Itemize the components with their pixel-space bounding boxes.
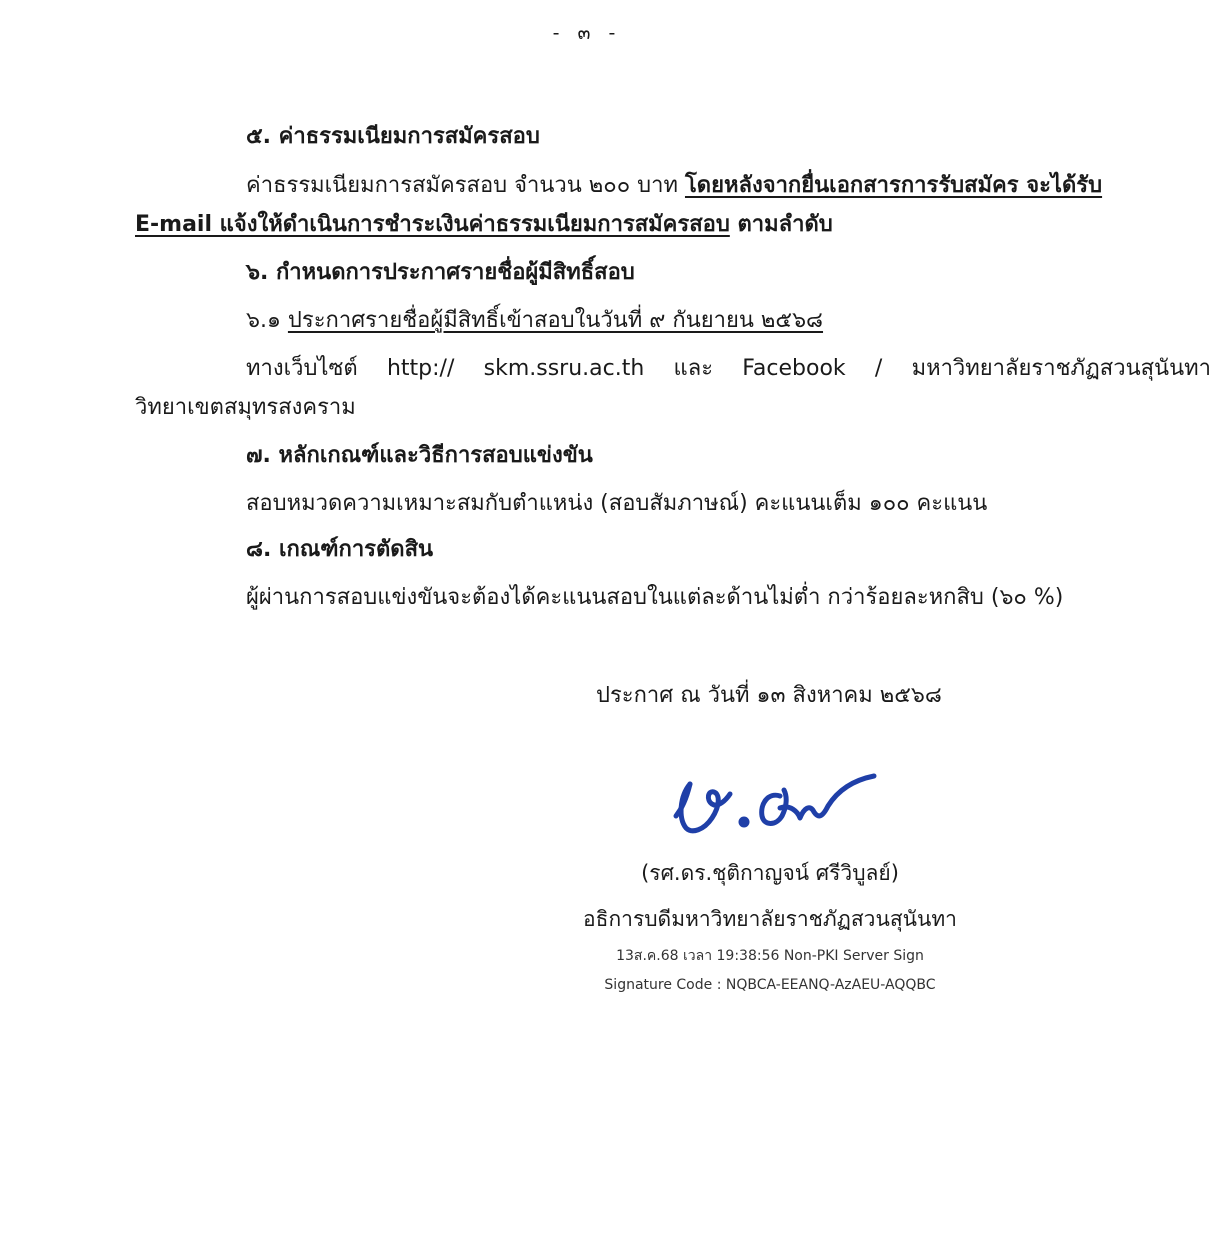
section6-heading: ๖. กำหนดการประกาศรายชื่อผู้มีสิทธิ์สอบ (246, 260, 635, 285)
web-word: / (874, 356, 883, 381)
web-word: มหาวิทยาลัยราชภัฏสวนสุนันทา (911, 356, 1211, 381)
section7-body: สอบหมวดความเหมาะสมกับตำแหน่ง (สอบสัมภาษณ์) คะแนนเต็ม ๑๐๐ คะแนน (246, 491, 988, 516)
web-link: skm.ssru.ac.th (483, 356, 645, 381)
section6-web-line2: วิทยาเขตสมุทรสงคราม (135, 395, 356, 420)
section5-body-part2: ตามลำดับ (729, 212, 833, 237)
announcement-date: ประกาศ ณ วันที่ ๑๓ สิงหาคม ๒๕๖๘ (596, 683, 942, 708)
web-word: และ (673, 356, 714, 381)
section5-body-line1 (246, 171, 1102, 201)
signature-timestamp: 13ส.ค.68 เวลา 19:38:56 Non-PKI Server Sign (616, 948, 924, 964)
page-number: - ๓ - (552, 22, 622, 44)
section5-heading: ๕. ค่าธรรมเนียมการสมัครสอบ (246, 124, 540, 149)
section8-body: ผู้ผ่านการสอบแข่งขันจะต้องได้คะแนนสอบในแต่ละด้านไม่ต่ำ กว่าร้อยละหกสิบ (๖๐ %) (246, 585, 1064, 610)
section6-item-number: ๖.๑ (246, 308, 288, 333)
web-word: ทางเว็บไซต์ (246, 356, 358, 381)
section8-heading: ๘. เกณฑ์การตัดสิน (246, 537, 434, 562)
signatory-name: (รศ.ดร.ชุติกาญจน์ ศรีวิบูลย์) (641, 861, 899, 885)
web-word: http:// (386, 356, 455, 381)
section5-body-underlined2: E-mail แจ้งให้ดำเนินการชำระเงินค่าธรรมเนียมการสมัครสอบ (135, 212, 730, 237)
signatory-position: อธิการบดีมหาวิทยาลัยราชภัฏสวนสุนันทา (583, 907, 957, 931)
section6-web-line1 (246, 354, 1211, 384)
section7-heading: ๗. หลักเกณฑ์และวิธีการสอบแข่งขัน (246, 443, 593, 468)
handwritten-signature (668, 756, 888, 846)
section5-body-underlined1: โดยหลังจากยื่นเอกสารการรับสมัคร จะได้รับ (684, 173, 1103, 198)
section6-item-text: ประกาศรายชื่อผู้มีสิทธิ์เข้าสอบในวันที่ ๙ กันยายน ๒๕๖๘ (287, 308, 824, 333)
signature-code: Signature Code : NQBCA-EEANQ-AzAEU-AQQBC (604, 977, 936, 993)
section5-body-line2 (135, 210, 833, 240)
section5-body-part1: ค่าธรรมเนียมการสมัครสอบ จำนวน ๒๐๐ บาท (246, 173, 685, 198)
section6-item (246, 306, 823, 336)
web-word: Facebook (742, 356, 846, 381)
